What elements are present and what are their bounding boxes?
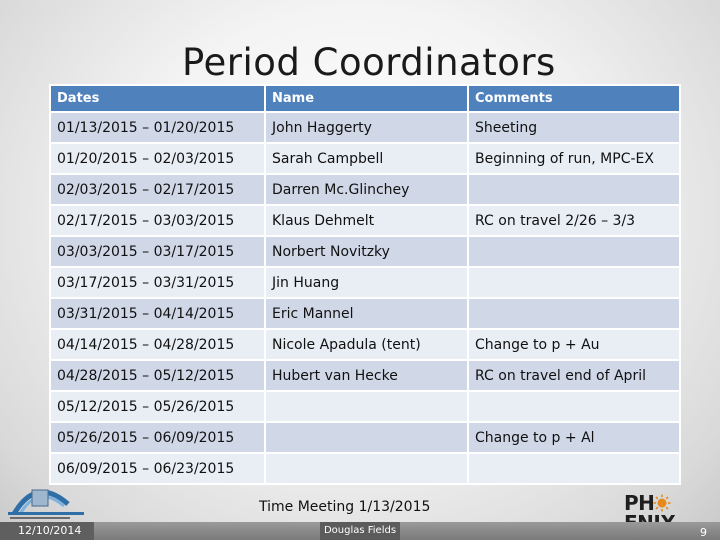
cell-name	[265, 391, 468, 422]
table-row	[50, 298, 680, 329]
coordinators-table	[49, 84, 681, 485]
header-dates: Dates	[50, 85, 265, 112]
cell-name	[265, 453, 468, 484]
table-header-row	[50, 85, 680, 112]
cell-dates: 03/17/2015 – 03/31/2015	[50, 267, 265, 298]
cell-comments: Change to p + Al	[468, 422, 680, 453]
table-row	[50, 143, 680, 174]
cell-comments	[468, 267, 680, 298]
cell-dates: 03/03/2015 – 03/17/2015	[50, 236, 265, 267]
cell-dates: 02/03/2015 – 02/17/2015	[50, 174, 265, 205]
cell-dates: 05/26/2015 – 06/09/2015	[50, 422, 265, 453]
cell-name: Hubert van Hecke	[265, 360, 468, 391]
cell-name: Jin Huang	[265, 267, 468, 298]
header-comments: Comments	[468, 85, 680, 112]
cell-comments: Sheeting	[468, 112, 680, 143]
cell-dates: 01/13/2015 – 01/20/2015	[50, 112, 265, 143]
cell-dates: 05/12/2015 – 05/26/2015	[50, 391, 265, 422]
cell-name: John Haggerty	[265, 112, 468, 143]
cell-name: Darren Mc.Glinchey	[265, 174, 468, 205]
cell-comments	[468, 453, 680, 484]
cell-name: Nicole Apadula (tent)	[265, 329, 468, 360]
table-row	[50, 391, 680, 422]
cell-dates: 02/17/2015 – 03/03/2015	[50, 205, 265, 236]
table-row	[50, 236, 680, 267]
page-number: 9	[700, 526, 707, 539]
table-row	[50, 205, 680, 236]
cell-comments: RC on travel 2/26 – 3/3	[468, 205, 680, 236]
cell-comments: Beginning of run, MPC-EX	[468, 143, 680, 174]
footer-date: 12/10/2014	[0, 522, 94, 540]
table-row	[50, 453, 680, 484]
cell-name: Eric Mannel	[265, 298, 468, 329]
header-name: Name	[265, 85, 468, 112]
meeting-label: Time Meeting 1/13/2015	[259, 499, 431, 515]
cell-comments: RC on travel end of April	[468, 360, 680, 391]
table-row	[50, 112, 680, 143]
cell-comments	[468, 174, 680, 205]
cell-comments: Change to p + Au	[468, 329, 680, 360]
cell-dates: 01/20/2015 – 02/03/2015	[50, 143, 265, 174]
cell-dates: 03/31/2015 – 04/14/2015	[50, 298, 265, 329]
cell-name	[265, 422, 468, 453]
institution-logo-icon	[6, 474, 86, 520]
table-row	[50, 267, 680, 298]
cell-dates: 06/09/2015 – 06/23/2015	[50, 453, 265, 484]
phenix-sun-icon	[653, 494, 671, 512]
cell-comments	[468, 391, 680, 422]
cell-name: Sarah Campbell	[265, 143, 468, 174]
table-row	[50, 174, 680, 205]
cell-name: Norbert Novitzky	[265, 236, 468, 267]
cell-comments	[468, 236, 680, 267]
footer-author: Douglas Fields	[320, 522, 400, 540]
slide-title: Period Coordinators	[182, 41, 556, 84]
table-row	[50, 360, 680, 391]
phenix-logo-text-left: PH	[624, 491, 655, 515]
cell-dates: 04/14/2015 – 04/28/2015	[50, 329, 265, 360]
cell-dates: 04/28/2015 – 05/12/2015	[50, 360, 265, 391]
table-row	[50, 422, 680, 453]
cell-comments	[468, 298, 680, 329]
table-row	[50, 329, 680, 360]
cell-name: Klaus Dehmelt	[265, 205, 468, 236]
